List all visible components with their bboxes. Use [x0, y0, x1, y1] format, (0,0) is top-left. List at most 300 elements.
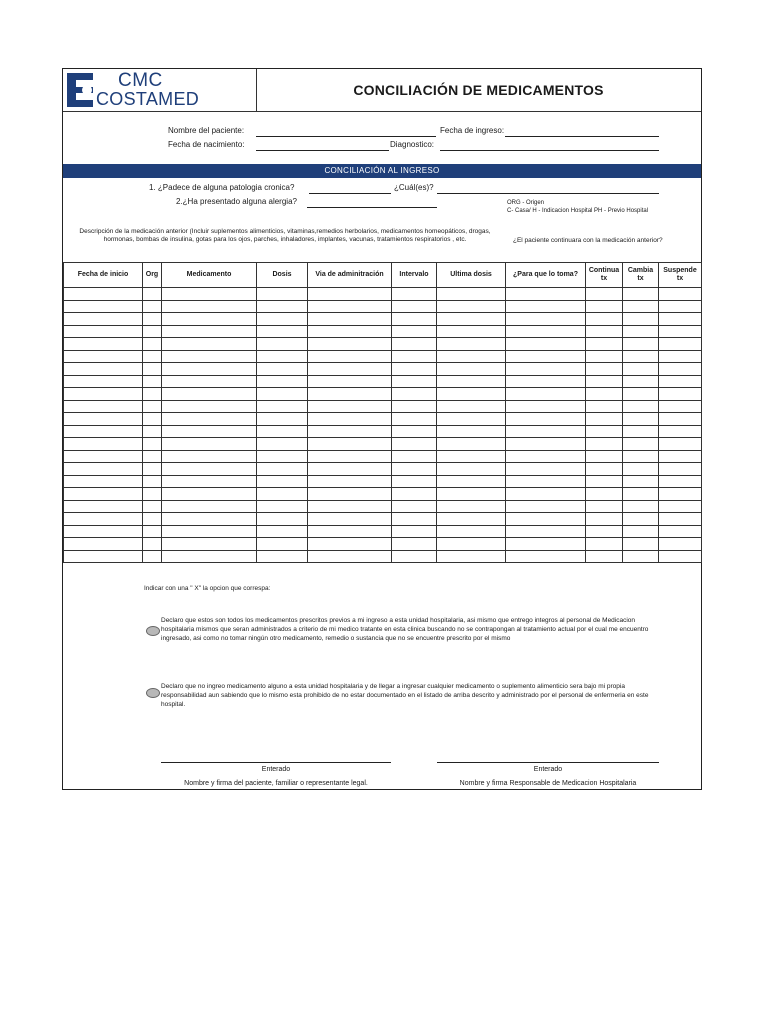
- table-cell[interactable]: [623, 513, 659, 526]
- table-cell[interactable]: [437, 538, 506, 551]
- option-2-radio[interactable]: [146, 688, 160, 698]
- table-row: [64, 525, 702, 538]
- table-row: [64, 550, 702, 563]
- responsible-signature-label: Nombre y firma Responsable de Medicacion Hospitalaria: [459, 780, 637, 787]
- table-cell[interactable]: [257, 463, 308, 476]
- table-cell[interactable]: [308, 500, 392, 513]
- table-cell[interactable]: [506, 313, 586, 326]
- table-cell[interactable]: [506, 500, 586, 513]
- table-cell[interactable]: [308, 300, 392, 313]
- table-row: [64, 538, 702, 551]
- table-cell[interactable]: [257, 550, 308, 563]
- table-cell[interactable]: [162, 413, 257, 426]
- table-header-row: [64, 263, 702, 288]
- table-cell[interactable]: [659, 438, 702, 451]
- table-cell[interactable]: [162, 375, 257, 388]
- table-cell[interactable]: [64, 413, 143, 426]
- birth-date-label: Fecha de nacimiento:: [168, 140, 245, 149]
- table-cell[interactable]: [143, 300, 162, 313]
- table-cell[interactable]: [143, 500, 162, 513]
- table-cell[interactable]: [586, 450, 623, 463]
- table-cell[interactable]: [506, 288, 586, 301]
- table-cell[interactable]: [437, 388, 506, 401]
- table-cell[interactable]: [308, 325, 392, 338]
- table-cell[interactable]: [162, 350, 257, 363]
- table-cell[interactable]: [506, 488, 586, 501]
- table-cell[interactable]: [586, 325, 623, 338]
- table-cell[interactable]: [437, 288, 506, 301]
- table-cell[interactable]: [659, 463, 702, 476]
- table-cell[interactable]: [257, 288, 308, 301]
- table-cell[interactable]: [162, 388, 257, 401]
- col-origin: Org: [143, 263, 162, 288]
- col-purpose: ¿Para que lo toma?: [506, 263, 586, 288]
- table-cell[interactable]: [586, 500, 623, 513]
- table-cell[interactable]: [308, 538, 392, 551]
- table-cell[interactable]: [437, 550, 506, 563]
- table-cell[interactable]: [257, 488, 308, 501]
- col-dose: Dosis: [257, 263, 308, 288]
- table-cell[interactable]: [586, 350, 623, 363]
- patient-name-label: Nombre del paciente:: [168, 126, 245, 135]
- table-cell[interactable]: [437, 500, 506, 513]
- table-cell[interactable]: [659, 475, 702, 488]
- table-row: [64, 388, 702, 401]
- table-row: [64, 400, 702, 413]
- table-cell[interactable]: [586, 300, 623, 313]
- table-cell[interactable]: [586, 413, 623, 426]
- table-cell[interactable]: [506, 300, 586, 313]
- table-cell[interactable]: [659, 500, 702, 513]
- table-cell[interactable]: [506, 325, 586, 338]
- table-cell[interactable]: [659, 375, 702, 388]
- table-cell[interactable]: [64, 450, 143, 463]
- table-cell[interactable]: [257, 363, 308, 376]
- form-header: [63, 69, 701, 112]
- option-1-radio[interactable]: [146, 626, 160, 636]
- table-row: [64, 500, 702, 513]
- table-cell[interactable]: [308, 513, 392, 526]
- table-cell[interactable]: [659, 488, 702, 501]
- table-cell[interactable]: [659, 338, 702, 351]
- table-cell[interactable]: [586, 438, 623, 451]
- table-cell[interactable]: [586, 388, 623, 401]
- table-row: [64, 450, 702, 463]
- table-cell[interactable]: [64, 325, 143, 338]
- table-cell[interactable]: [308, 388, 392, 401]
- table-cell[interactable]: [437, 463, 506, 476]
- admission-date-field[interactable]: [505, 136, 659, 137]
- table-cell[interactable]: [506, 550, 586, 563]
- table-cell[interactable]: [506, 338, 586, 351]
- table-cell[interactable]: [437, 325, 506, 338]
- table-cell[interactable]: [506, 513, 586, 526]
- birth-date-field[interactable]: [256, 150, 389, 151]
- table-row: [64, 313, 702, 326]
- table-cell[interactable]: [586, 538, 623, 551]
- table-cell[interactable]: [64, 513, 143, 526]
- table-cell[interactable]: [162, 288, 257, 301]
- table-cell[interactable]: [506, 363, 586, 376]
- responsible-signature-field[interactable]: [437, 762, 659, 763]
- table-cell[interactable]: [143, 463, 162, 476]
- chronic-field[interactable]: [309, 193, 391, 194]
- table-cell[interactable]: [506, 463, 586, 476]
- table-row: [64, 463, 702, 476]
- table-cell[interactable]: [308, 400, 392, 413]
- table-cell[interactable]: [308, 525, 392, 538]
- table-row: [64, 438, 702, 451]
- table-row: [64, 488, 702, 501]
- table-cell[interactable]: [64, 500, 143, 513]
- table-row: [64, 325, 702, 338]
- table-cell[interactable]: [586, 488, 623, 501]
- table-cell[interactable]: [162, 488, 257, 501]
- table-cell[interactable]: [623, 550, 659, 563]
- table-cell[interactable]: [623, 538, 659, 551]
- table-cell[interactable]: [392, 300, 437, 313]
- table-cell[interactable]: [392, 550, 437, 563]
- table-cell[interactable]: [506, 400, 586, 413]
- table-cell[interactable]: [257, 413, 308, 426]
- table-cell[interactable]: [392, 500, 437, 513]
- table-cell[interactable]: [64, 550, 143, 563]
- table-cell[interactable]: [392, 350, 437, 363]
- table-cell[interactable]: [392, 438, 437, 451]
- question-allergy-label: 2.¿Ha presentado alguna alergia?: [176, 197, 297, 206]
- table-cell[interactable]: [659, 300, 702, 313]
- table-cell[interactable]: [586, 288, 623, 301]
- table-cell[interactable]: [586, 313, 623, 326]
- table-cell[interactable]: [392, 525, 437, 538]
- table-cell[interactable]: [437, 338, 506, 351]
- table-cell[interactable]: [257, 500, 308, 513]
- table-cell[interactable]: [64, 300, 143, 313]
- table-cell[interactable]: [392, 325, 437, 338]
- table-cell[interactable]: [623, 288, 659, 301]
- table-cell[interactable]: [162, 463, 257, 476]
- table-cell[interactable]: [623, 450, 659, 463]
- table-cell[interactable]: [143, 475, 162, 488]
- table-cell[interactable]: [437, 525, 506, 538]
- responsible-signature-status: Enterado: [533, 766, 563, 773]
- table-cell[interactable]: [257, 513, 308, 526]
- table-cell[interactable]: [143, 438, 162, 451]
- table-cell[interactable]: [308, 425, 392, 438]
- table-cell[interactable]: [659, 350, 702, 363]
- table-cell[interactable]: [143, 313, 162, 326]
- table-row: [64, 475, 702, 488]
- table-cell[interactable]: [392, 388, 437, 401]
- legend-origin: ORG - Origen: [507, 200, 545, 206]
- table-cell[interactable]: [143, 288, 162, 301]
- table-cell[interactable]: [437, 300, 506, 313]
- table-cell[interactable]: [659, 525, 702, 538]
- table-cell[interactable]: [64, 288, 143, 301]
- table-cell[interactable]: [308, 550, 392, 563]
- table-cell[interactable]: [162, 400, 257, 413]
- table-cell[interactable]: [308, 413, 392, 426]
- table-cell[interactable]: [437, 488, 506, 501]
- table-cell[interactable]: [392, 513, 437, 526]
- table-cell[interactable]: [623, 388, 659, 401]
- logo-text-costamed: COSTAMED: [96, 89, 200, 109]
- table-cell[interactable]: [143, 413, 162, 426]
- table-cell[interactable]: [506, 450, 586, 463]
- table-cell[interactable]: [257, 400, 308, 413]
- table-cell[interactable]: [506, 538, 586, 551]
- table-cell[interactable]: [586, 513, 623, 526]
- table-cell[interactable]: [586, 525, 623, 538]
- table-cell[interactable]: [162, 450, 257, 463]
- table-cell[interactable]: [162, 475, 257, 488]
- col-change: Cambia tx: [623, 263, 659, 288]
- table-cell[interactable]: [392, 288, 437, 301]
- table-cell[interactable]: [308, 375, 392, 388]
- table-cell[interactable]: [437, 400, 506, 413]
- admission-date-label: Fecha de ingreso:: [440, 126, 505, 135]
- table-cell[interactable]: [64, 363, 143, 376]
- table-cell[interactable]: [162, 363, 257, 376]
- table-cell[interactable]: [308, 313, 392, 326]
- table-cell[interactable]: [659, 450, 702, 463]
- logo-text-cmc: CMC: [118, 70, 163, 91]
- table-cell[interactable]: [143, 400, 162, 413]
- table-cell[interactable]: [437, 363, 506, 376]
- table-cell[interactable]: [308, 288, 392, 301]
- table-cell[interactable]: [623, 363, 659, 376]
- table-cell[interactable]: [392, 363, 437, 376]
- table-cell[interactable]: [392, 538, 437, 551]
- table-cell[interactable]: [257, 538, 308, 551]
- table-cell[interactable]: [506, 438, 586, 451]
- table-cell[interactable]: [506, 525, 586, 538]
- table-cell[interactable]: [143, 550, 162, 563]
- table-cell[interactable]: [623, 475, 659, 488]
- table-cell[interactable]: [162, 425, 257, 438]
- table-cell[interactable]: [162, 313, 257, 326]
- medication-table: [63, 262, 702, 563]
- table-row: [64, 513, 702, 526]
- table-cell[interactable]: [392, 375, 437, 388]
- table-cell[interactable]: [659, 413, 702, 426]
- table-cell[interactable]: [162, 500, 257, 513]
- table-cell[interactable]: [623, 500, 659, 513]
- col-medication: Medicamento: [162, 263, 257, 288]
- table-cell[interactable]: [392, 488, 437, 501]
- col-suspend: Suspende tx: [659, 263, 702, 288]
- table-cell[interactable]: [143, 388, 162, 401]
- table-row: [64, 288, 702, 301]
- table-cell[interactable]: [506, 425, 586, 438]
- table-cell[interactable]: [586, 463, 623, 476]
- table-cell[interactable]: [586, 338, 623, 351]
- table-cell[interactable]: [257, 375, 308, 388]
- patient-signature-field[interactable]: [161, 762, 391, 763]
- table-cell[interactable]: [623, 525, 659, 538]
- table-cell[interactable]: [162, 550, 257, 563]
- table-cell[interactable]: [623, 313, 659, 326]
- table-row: [64, 300, 702, 313]
- table-cell[interactable]: [64, 338, 143, 351]
- table-cell[interactable]: [506, 350, 586, 363]
- table-cell[interactable]: [143, 338, 162, 351]
- table-cell[interactable]: [257, 350, 308, 363]
- table-cell[interactable]: [506, 375, 586, 388]
- table-cell[interactable]: [64, 313, 143, 326]
- table-cell[interactable]: [308, 350, 392, 363]
- table-cell[interactable]: [506, 388, 586, 401]
- table-cell[interactable]: [257, 338, 308, 351]
- table-cell[interactable]: [623, 400, 659, 413]
- col-interval: Intervalo: [392, 263, 437, 288]
- table-cell[interactable]: [143, 363, 162, 376]
- table-cell[interactable]: [437, 450, 506, 463]
- table-cell[interactable]: [308, 488, 392, 501]
- table-cell[interactable]: [506, 475, 586, 488]
- table-cell[interactable]: [586, 375, 623, 388]
- table-cell[interactable]: [392, 400, 437, 413]
- table-cell[interactable]: [659, 538, 702, 551]
- table-cell[interactable]: [64, 475, 143, 488]
- table-cell[interactable]: [143, 525, 162, 538]
- table-cell[interactable]: [162, 525, 257, 538]
- table-cell[interactable]: [143, 450, 162, 463]
- table-cell[interactable]: [162, 438, 257, 451]
- table-cell[interactable]: [143, 350, 162, 363]
- section-title-bar: CONCILIACIÓN AL INGRESO: [63, 164, 701, 178]
- table-cell[interactable]: [64, 438, 143, 451]
- table-cell[interactable]: [392, 425, 437, 438]
- table-cell[interactable]: [623, 350, 659, 363]
- medication-reconciliation-form: [62, 68, 702, 790]
- table-cell[interactable]: [257, 300, 308, 313]
- table-row: [64, 363, 702, 376]
- table-cell[interactable]: [64, 375, 143, 388]
- table-cell[interactable]: [659, 325, 702, 338]
- table-row: [64, 425, 702, 438]
- table-cell[interactable]: [257, 525, 308, 538]
- table-cell[interactable]: [623, 413, 659, 426]
- table-cell[interactable]: [257, 438, 308, 451]
- form-title: CONCILIACIÓN DE MEDICAMENTOS: [353, 82, 604, 98]
- table-cell[interactable]: [392, 463, 437, 476]
- col-start-date: Fecha de inicio: [64, 263, 143, 288]
- table-cell[interactable]: [64, 488, 143, 501]
- table-cell[interactable]: [623, 463, 659, 476]
- logo: [63, 69, 257, 111]
- table-cell[interactable]: [506, 413, 586, 426]
- table-cell[interactable]: [162, 513, 257, 526]
- table-cell[interactable]: [143, 375, 162, 388]
- table-cell[interactable]: [143, 325, 162, 338]
- patient-signature-label: Nombre y firma del paciente, familiar o representante legal.: [184, 780, 368, 787]
- table-cell[interactable]: [659, 388, 702, 401]
- table-cell[interactable]: [659, 288, 702, 301]
- table-cell[interactable]: [143, 538, 162, 551]
- table-cell[interactable]: [143, 488, 162, 501]
- table-cell[interactable]: [162, 538, 257, 551]
- table-cell[interactable]: [162, 300, 257, 313]
- table-cell[interactable]: [392, 338, 437, 351]
- option-2-text: Declaro que no ingreo medicamento alguno a esta unidad hospitalaria y de llegar a ingresar cualquier medicamento o suplemento alimenticio sera bajo mi propia responsabilidad aun sabiendo que lo mismo esta prohibido de no estar documentado en el listado de arriba descrito y administrado por el personal de enfermeria en este hospital.: [161, 683, 649, 708]
- table-cell[interactable]: [143, 425, 162, 438]
- table-cell[interactable]: [64, 425, 143, 438]
- table-cell[interactable]: [623, 425, 659, 438]
- table-cell[interactable]: [257, 313, 308, 326]
- table-cell[interactable]: [623, 325, 659, 338]
- allergy-field[interactable]: [307, 207, 437, 208]
- table-cell[interactable]: [308, 450, 392, 463]
- table-cell[interactable]: [308, 338, 392, 351]
- table-cell[interactable]: [659, 550, 702, 563]
- table-cell[interactable]: [659, 363, 702, 376]
- table-cell[interactable]: [659, 425, 702, 438]
- table-cell[interactable]: [437, 425, 506, 438]
- which-field[interactable]: [437, 193, 659, 194]
- table-cell[interactable]: [659, 313, 702, 326]
- table-cell[interactable]: [586, 550, 623, 563]
- table-cell[interactable]: [64, 350, 143, 363]
- table-cell[interactable]: [437, 413, 506, 426]
- table-cell[interactable]: [257, 325, 308, 338]
- table-cell[interactable]: [392, 413, 437, 426]
- table-cell[interactable]: [308, 475, 392, 488]
- table-cell[interactable]: [257, 388, 308, 401]
- table-cell[interactable]: [392, 475, 437, 488]
- table-cell[interactable]: [437, 475, 506, 488]
- table-cell[interactable]: [437, 513, 506, 526]
- table-cell[interactable]: [437, 350, 506, 363]
- table-cell[interactable]: [308, 438, 392, 451]
- table-cell[interactable]: [437, 375, 506, 388]
- table-cell[interactable]: [64, 525, 143, 538]
- table-cell[interactable]: [143, 513, 162, 526]
- table-cell[interactable]: [586, 425, 623, 438]
- table-cell[interactable]: [659, 400, 702, 413]
- table-cell[interactable]: [64, 400, 143, 413]
- patient-name-field[interactable]: [256, 136, 436, 137]
- table-cell[interactable]: [64, 463, 143, 476]
- table-cell[interactable]: [586, 475, 623, 488]
- table-cell[interactable]: [257, 450, 308, 463]
- table-cell[interactable]: [308, 363, 392, 376]
- table-cell[interactable]: [162, 325, 257, 338]
- col-last-dose: Ultima dosis: [437, 263, 506, 288]
- table-cell[interactable]: [162, 338, 257, 351]
- diagnosis-field[interactable]: [440, 150, 659, 151]
- table-cell[interactable]: [392, 450, 437, 463]
- table-row: [64, 413, 702, 426]
- table-cell[interactable]: [308, 463, 392, 476]
- table-cell[interactable]: [392, 313, 437, 326]
- table-cell[interactable]: [257, 475, 308, 488]
- table-cell[interactable]: [64, 538, 143, 551]
- table-cell[interactable]: [623, 375, 659, 388]
- table-cell[interactable]: [257, 425, 308, 438]
- table-cell[interactable]: [586, 363, 623, 376]
- table-cell[interactable]: [623, 488, 659, 501]
- table-cell[interactable]: [623, 338, 659, 351]
- table-cell[interactable]: [437, 438, 506, 451]
- table-cell[interactable]: [586, 400, 623, 413]
- table-cell[interactable]: [437, 313, 506, 326]
- table-cell[interactable]: [623, 300, 659, 313]
- table-cell[interactable]: [64, 388, 143, 401]
- table-cell[interactable]: [659, 513, 702, 526]
- table-cell[interactable]: [623, 438, 659, 451]
- instructions-label: Indicar con una " X" la opcion que correspa:: [144, 585, 271, 592]
